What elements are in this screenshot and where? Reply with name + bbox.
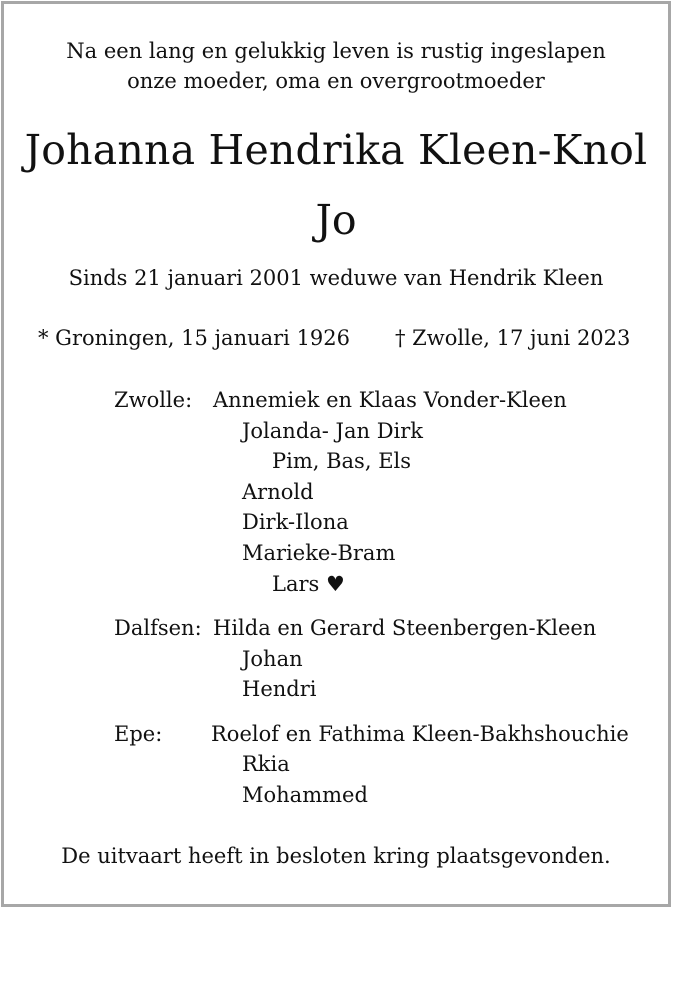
deceased-nickname: Jo	[315, 196, 357, 244]
epe-parents: Roelof en Fathima Kleen-Bakhshouchie	[211, 722, 629, 746]
zwolle-grandchildren-1: Pim, Bas, Els	[272, 449, 412, 473]
widow-line: Sinds 21 januari 2001 weduwe van Hendrik Kleen	[68, 266, 604, 290]
intro-line-2: onze moeder, oma en overgrootmoeder	[127, 69, 545, 93]
dalfsen-child-2: Hendri	[242, 677, 317, 701]
obituary-card	[1, 1, 671, 907]
birth-line: * Groningen, 15 januari 1926	[38, 326, 351, 350]
place-zwolle: Zwolle:	[114, 388, 193, 412]
closing-line: De uitvaart heeft in besloten kring plaatsgevonden.	[61, 844, 611, 868]
zwolle-parents: Annemiek en Klaas Vonder-Kleen	[213, 388, 567, 412]
deceased-full-name: Johanna Hendrika Kleen-Knol	[24, 126, 648, 174]
death-line: † Zwolle, 17 juni 2023	[395, 326, 631, 350]
place-epe: Epe:	[114, 722, 163, 746]
zwolle-grandchildren-2: Lars ♥	[272, 572, 345, 596]
zwolle-child-3: Dirk-Ilona	[242, 510, 349, 534]
place-dalfsen: Dalfsen:	[114, 616, 202, 640]
dalfsen-parents: Hilda en Gerard Steenbergen-Kleen	[213, 616, 597, 640]
zwolle-child-4: Marieke-Bram	[242, 541, 396, 565]
intro-line-1: Na een lang en gelukkig leven is rustig ingeslapen	[66, 39, 606, 63]
dalfsen-child-1: Johan	[242, 647, 303, 671]
epe-child-2: Mohammed	[242, 783, 368, 807]
zwolle-child-1: Jolanda- Jan Dirk	[242, 419, 424, 443]
epe-child-1: Rkia	[242, 752, 290, 776]
zwolle-child-2: Arnold	[242, 480, 314, 504]
